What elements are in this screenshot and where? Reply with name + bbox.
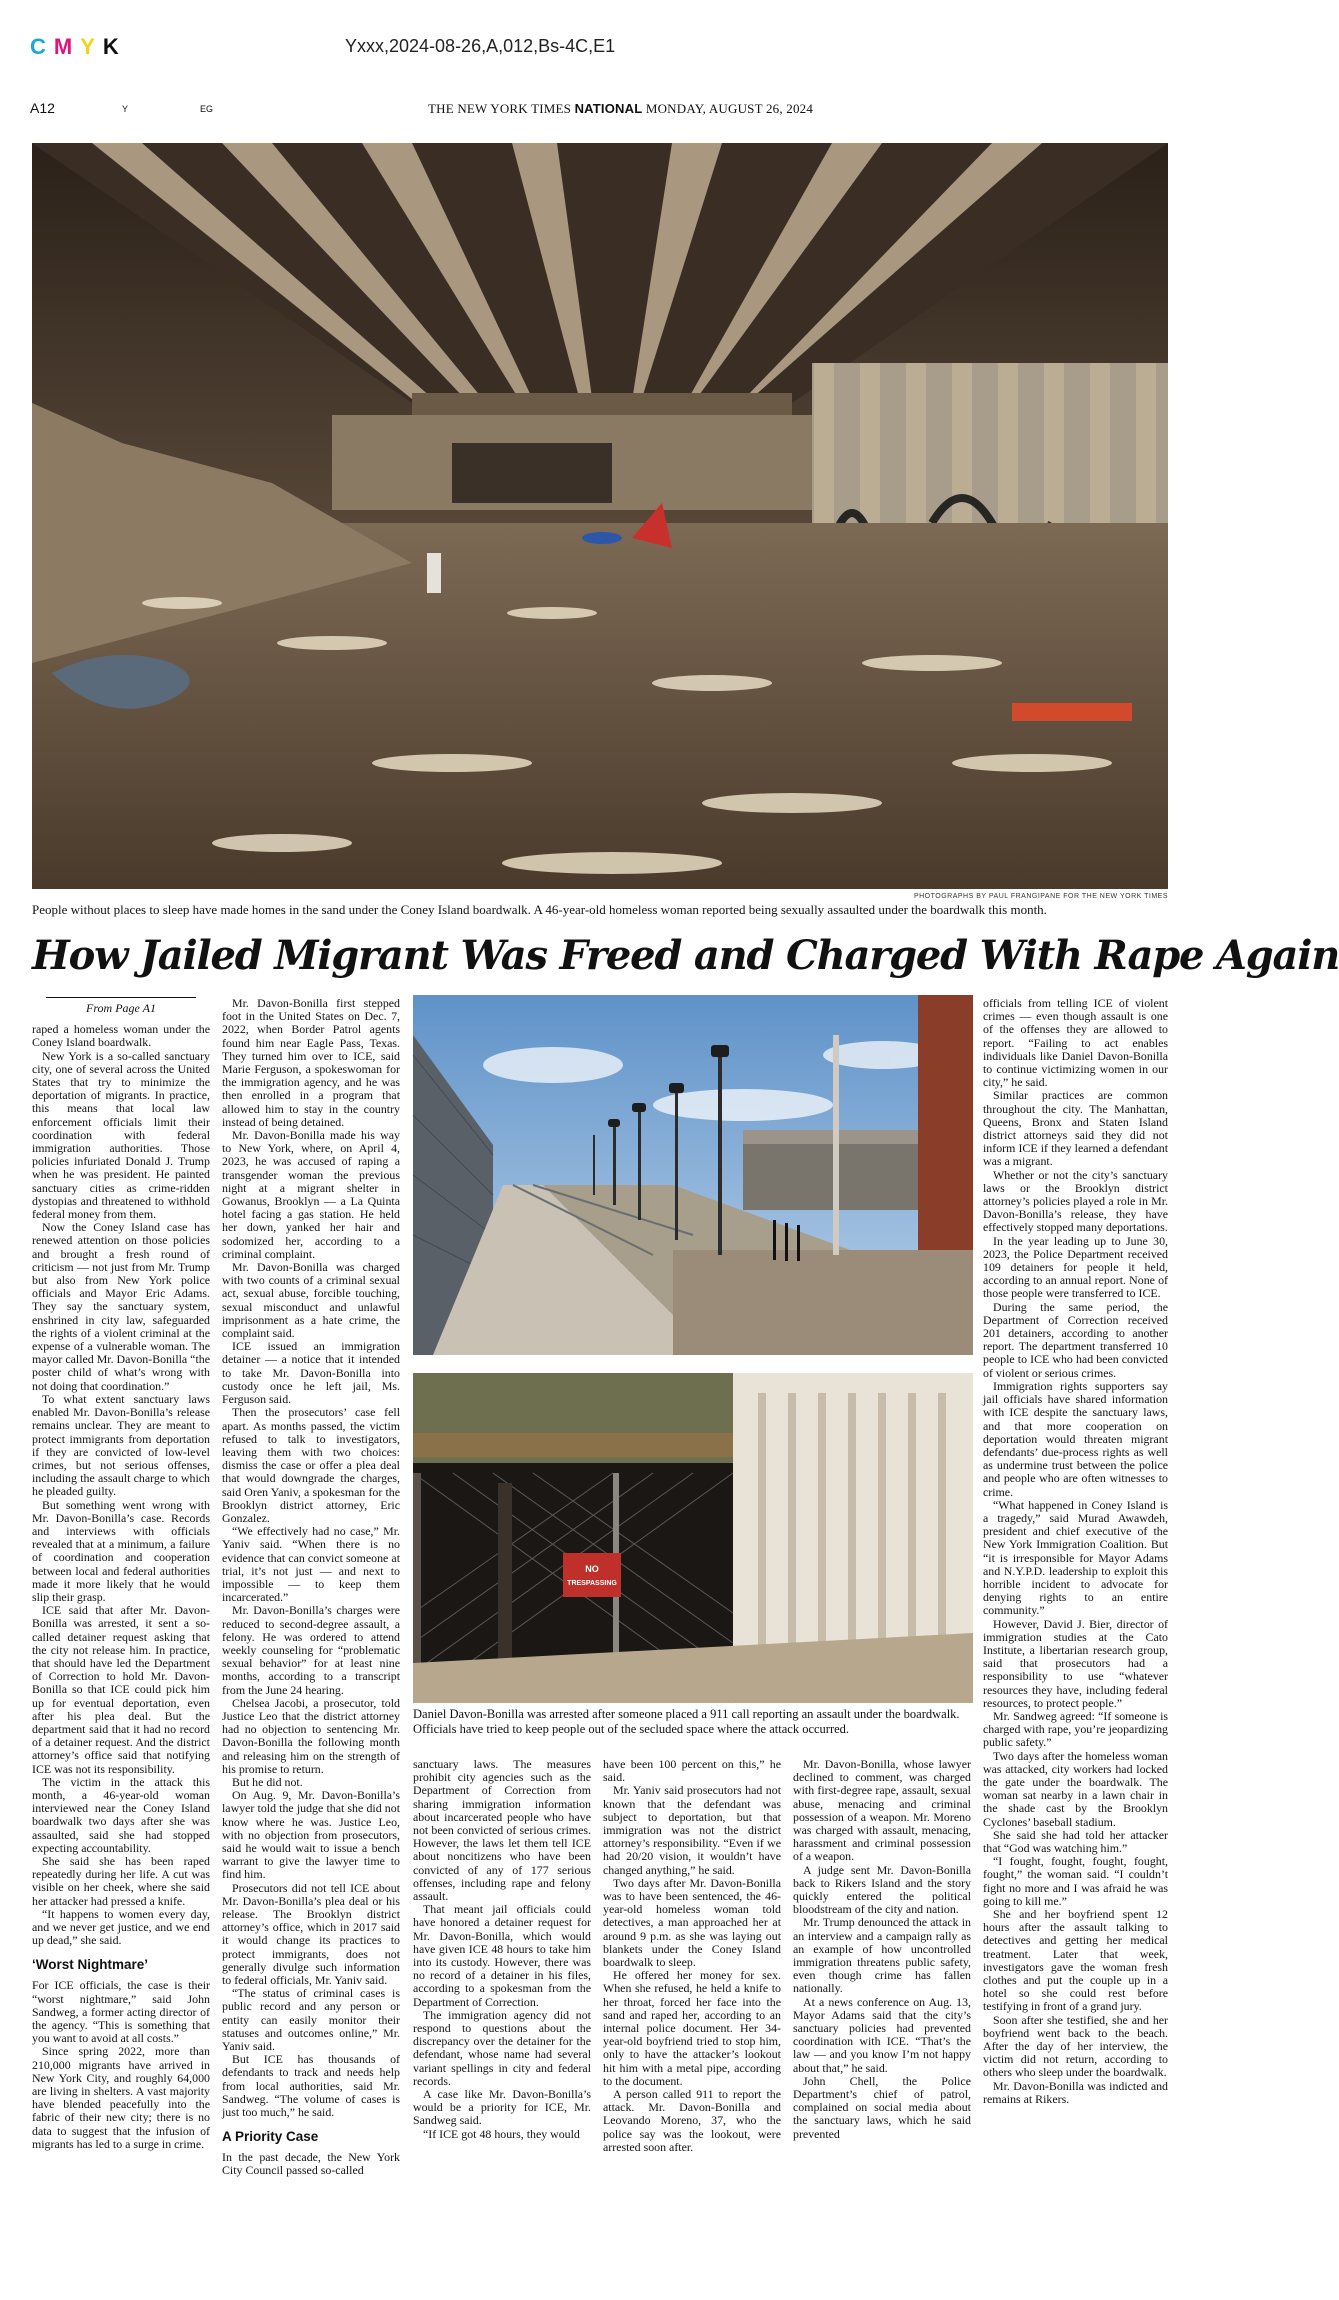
paragraph: Then the prosecutors’ case fell apart. As months passed, the victim refused to talk to investigators, leaving them with two choices: dismiss the case or offer a plea deal that would downgrade the charges, said Oren Yaniv, a spokesman for the Brooklyn district attorney, Eric Gonzalez. (222, 1405, 400, 1525)
paragraph: But he did not. (232, 1774, 303, 1789)
paragraph: For ICE officials, the case is their “worst nightmare,” said John Sandweg, a former acting director of the agency. “This is something that you want to avoid at all costs.” (32, 1978, 210, 2046)
paragraph: ICE said that after Mr. Davon-Bonilla was arrested, it sent a so-called detainer request asking that the city not release him. In practice, that should have led the Department of Correction to hold Mr. Davon-Bonilla so that ICE could pick him up for eventual deportation, even after his plea deal. But the department said that it had no record of a detainer request. And the district attorney’s office said that notifying ICE was not its responsibility. (32, 1603, 210, 1776)
paragraph: Mr. Davon-Bonilla’s charges were reduced to second-degree assault, a felony. He was ordered to attend weekly counseling for “problematic sexual behavior” for at least nine months, according to a transcript from the June 24 hearing. (222, 1603, 400, 1697)
paragraph: “What happened in Coney Island is a tragedy,” said Murad Awawdeh, president and chief executive of the New York Immigration Coalition. But “it is irresponsible for Mayor Adams and N.Y.P.D. leadership to exploit this horrible incident to advocate for denying rights to an entire community.” (983, 1497, 1168, 1618)
paragraph: “If ICE got 48 hours, they would (423, 2126, 580, 2141)
article-column-3 (413, 1758, 591, 2141)
paragraph: Mr. Davon-Bonilla first stepped foot in the United States on Dec. 7, 2022, when Border Patrol agents found him near Eagle Pass, Texas. They turned him over to ICE, said Marie Ferguson, a spokeswoman for the immigration agency, and he was then enrolled in a program that allowed him to stay in the country instead of being detained. (222, 996, 400, 1129)
print-slug (30, 28, 1170, 68)
paragraph: Since spring 2022, more than 210,000 migrants have arrived in New York City, and roughly 64,000 are living in shelters. A vast majority have blended peacefully into the fabric of their new city; there is no data to suggest that the infusion of migrants has led to a surge in crime. (32, 2044, 210, 2151)
folio-masthead (428, 101, 813, 117)
paragraph: Similar practices are common throughout the city. The Manhattan, Queens, Bronx and Staten Island district attorneys said they did not inform ICE if they learned a defendant was a migrant. (983, 1088, 1168, 1169)
article-column-4 (603, 1758, 781, 2154)
paragraph: Whether or not the city’s sanctuary laws or the Brooklyn district attorney’s policies played a role in Mr. Davon-Bonilla’s release, they have effectively stopped many deportations. (983, 1167, 1168, 1235)
paragraph: Two days after the homeless woman was attacked, city workers had locked the gate under the boardwalk. The woman sat nearby in a lawn chair in the shade cast by the Brooklyn Cyclones’ baseball stadium. (983, 1748, 1168, 1829)
article-column-2 (222, 997, 400, 2178)
photo-boardwalk-ramp-illustration (413, 995, 973, 1355)
paragraph: Mr. Yaniv said prosecutors had not known that the defendant was subject to deportation, but that immigration was not the district attorney’s responsibility. “Even if we had 20/20 vision, it wouldn’t have changed anything,” he said. (603, 1783, 781, 1877)
paragraph: Chelsea Jacobi, a prosecutor, told Justice Leo that the district attorney had no objection to sentencing Mr. Davon-Bonilla the following month and releasing him on the strength of his promise to return. (222, 1695, 400, 1776)
paragraph: Mr. Trump denounced the attack in an interview and a campaign rally as an example of how uncontrolled immigration threatens public safety, even though crime has fallen nationally. (793, 1915, 971, 1996)
paragraph: sanctuary laws. The measures prohibit city agencies such as the Department of Correction from sharing immigration information about incarcerated people who have not been convicted of serious crimes. However, the laws let them tell ICE about noncitizens who have been convicted of any of 177 serious offenses, including rape and felony assault. (413, 1757, 591, 1904)
paragraph: Mr. Davon-Bonilla made his way to New York, where, on April 4, 2023, he was accused of raping a transgender woman the previous night at a migrant shelter in Gowanus, Brooklyn — a La Quinta hotel facing a gas station. He held her down, yanked her hair and sodomized her, according to a criminal complaint. (222, 1128, 400, 1261)
paragraph: Mr. Davon-Bonilla was charged with two counts of a criminal sexual act, sexual abuse, forcible touching, sexual misconduct and unlawful imprisonment as a hate crime, the complaint said. (222, 1260, 400, 1341)
paragraph: Prosecutors did not tell ICE about Mr. Davon-Bonilla’s plea deal or his release. The Brooklyn district attorney’s office, which in 2017 said it would change its practices to protect immigrants, does not generally divulge such information to federal officials, Mr. Yaniv said. (222, 1880, 400, 1988)
paragraph: She and her boyfriend spent 12 hours after the assault talking to detectives and getting her medical treatment. Later that week, investigators gave the woman fresh clothes and put the couple up in a hotel so she could rest before testifying in front of a grand jury. (983, 1907, 1168, 2014)
paragraph: Immigration rights supporters say jail officials have shared information with ICE despite the sanctuary laws, and that more cooperation on deportation would threaten migrant defendants’ due-process rights as well as undermine trust between the police and people who are often witnesses to crime. (983, 1378, 1168, 1499)
paragraph: That meant jail officials could have honored a detainer request for Mr. Davon-Bonilla, which would have given ICE 48 hours to take him into its custody. However, there was no record of a detainer in his files, according to a spokesman from the Department of Correction. (413, 1902, 591, 2009)
paragraph: She said she had told her attacker that “God was watching him.” (983, 1827, 1168, 1855)
hero-photo-illustration (32, 143, 1168, 889)
subhead-priority-case: A Priority Case (222, 2129, 319, 2145)
issue-date: MONDAY, AUGUST 26, 2024 (645, 101, 814, 116)
photo-credit: PHOTOGRAPHS BY PAUL FRANGIPANE FOR THE NEW YORK TIMES (913, 893, 1168, 900)
paragraph: ICE issued an immigration detainer — a notice that it intended to take Mr. Davon-Bonilla into custody once he left jail, Ms. Ferguson said. (222, 1339, 400, 1407)
paragraph: But ICE has thousands of defendants to track and needs help from local authorities, said Mr. Sandweg. “The volume of cases is just too much,” he said. (222, 2052, 400, 2120)
paragraph: On Aug. 9, Mr. Davon-Bonilla’s lawyer told the judge that she did not know where he was. Justice Leo, with no objection from prosecutors, said he would wait to issue a bench warrant to give the lawyer time to find him. (222, 1788, 400, 1882)
paragraph: Now the Coney Island case has renewed attention on those policies and brought a fresh round of criticism — not just from Mr. Trump but also from New York police officials and Mayor Eric Adams. They say the sanctuary system, enshrined in city law, safeguarded the rights of a violent criminal at the expense of a vulnerable woman. The mayor called Mr. Davon-Bonilla “the poster child of what’s wrong with not doing that coordination.” (32, 1220, 210, 1393)
article-column-6 (983, 997, 1168, 2106)
photo-caption-2: Daniel Davon-Bonilla was arrested after someone placed a 911 call reporting an assault under the boardwalk. Officials have tried to keep people out of the secluded space where the attack occurred. (413, 1707, 960, 1736)
paragraph: During the same period, the Department of Correction received 201 detainers, according to another report. The department transferred 10 people to ICE who had been convicted of violent or serious crimes. (983, 1299, 1168, 1380)
photo-locked-gate-illustration (413, 1373, 973, 1703)
paragraph: But something went wrong with Mr. Davon-Bonilla’s case. Records and interviews with officials revealed that at a minimum, a failure of coordination and cooperation between local and federal authorities made it more likely that he would slip their grasp. (32, 1497, 210, 1604)
headline: How Jailed Migrant Was Freed and Charged With Rape Again (32, 932, 1339, 979)
paragraph: In the past decade, the New York City Council passed so-called (222, 2150, 400, 2178)
cmyk-registration-mark (30, 34, 127, 60)
paragraph: Mr. Sandweg agreed: “If someone is charged with rape, you’re jeopardizing public safety.” (983, 1708, 1168, 1750)
paragraph: A case like Mr. Davon-Bonilla’s would be a priority for ICE, Mr. Sandweg said. (413, 2087, 591, 2128)
paragraph: “The status of criminal cases is public record and any person or entity can easily monitor their statuses and outcomes online,” Mr. Yaniv said. (222, 1986, 400, 2054)
paragraph: “I fought, fought, fought, fought, fought,” the woman said. “I couldn’t fight no more and I was afraid he was going to kill me.” (983, 1854, 1168, 1908)
paragraph: A judge sent Mr. Davon-Bonilla back to Rikers Island and the story quickly entered the political bloodstream of the city and nation. (793, 1862, 971, 1917)
paragraph: Soon after she testified, she and her boyfriend went back to the beach. After the day of her interview, the victim did not return, according to others who sleep under the boardwalk. (983, 2012, 1168, 2080)
paragraph: She said she has been raped repeatedly during her life. A cut was visible on her cheek, where she said her attacker had pressed a knife. (32, 1854, 210, 1908)
paragraph: The victim in the attack this month, a 46-year-old woman interviewed near the Coney Island boardwalk two days after she was assaulted, said she had stopped expecting accountability. (32, 1774, 210, 1855)
paragraph: raped a homeless woman under the Coney Island boardwalk. (32, 1022, 210, 1050)
cmyk-c: C (30, 34, 54, 59)
paragraph: have been 100 percent on this,” he said. (603, 1757, 781, 1785)
article-column-1 (32, 997, 210, 2151)
paragraph: However, David J. Bier, director of immigration studies at the Cato Institute, a libertarian research group, said that prosecutors had a responsibility to use “whatever resources they have, including federal resources, to protect people.” (983, 1616, 1168, 1710)
paragraph: Mr. Davon-Bonilla was indicted and remains at Rikers. (983, 2078, 1168, 2106)
paragraph: “It happens to women every day, and we never get justice, and we end up dead,” she said. (32, 1906, 210, 1948)
section-name: NATIONAL (574, 101, 643, 116)
subhead-worst-nightmare: ‘Worst Nightmare’ (32, 1957, 149, 1973)
paragraph: He offered her money for sex. When she refused, he held a knife to her throat, forced her face into the sand and raped her, according to an internal police document. Her 34-year-old boyfriend tried to stop him, only to have the attacker’s lookout hit him with a metal pipe, according to the document. (603, 1968, 781, 2088)
slug-code: Yxxx,2024-08-26,A,012,Bs-4C,E1 (345, 36, 616, 56)
hero-caption: People without places to sleep have made homes in the sand under the Coney Island boardwalk. A 46-year-old homeless woman reported being sexually assaulted under the boardwalk this month. (32, 902, 1047, 917)
paragraph: In the year leading up to June 30, 2023, the Police Department received 109 detainers for people it held, according to an annual report. None of those people were transferred to ICE. (983, 1233, 1168, 1301)
page-number: A12 (30, 100, 55, 116)
paragraph: John Chell, the Police Department’s chief of patrol, complained on social media about the sanctuary laws, which he said prevented (793, 2073, 971, 2141)
paragraph: At a news conference on Aug. 13, Mayor Adams said that the city’s sanctuary policies had prevented coordination with ICE. “That’s the law — and you know I’m not happy about that,” he said. (793, 1994, 971, 2075)
paragraph: “We effectively had no case,” Mr. Yaniv said. “When there is no evidence that can convict someone at trial, it’s not just — and next to impossible — to keep them incarcerated.” (222, 1524, 400, 1605)
paragraph: New York is a so-called sanctuary city, one of several across the United States that try to minimize the deportation of migrants. In practice, this means that local law enforcement officials limit their coordination with federal immigration authorities. Those policies infuriated Donald J. Trump when he was president. He painted sanctuary cities as crime-ridden dystopias and threatened to withhold federal money from them. (32, 1048, 210, 1222)
paragraph: officials from telling ICE of violent crimes — even though assault is one of the offenses they are allowed to report. “Failing to act enables individuals like Daniel Davon-Bonilla to continue victimizing women in our city,” he said. (983, 996, 1168, 1090)
edition-code-1: Y (122, 104, 129, 114)
paragraph: To what extent sanctuary laws enabled Mr. Davon-Bonilla’s release remains unclear. They are meant to protect immigrants from deportation if they are convicted of low-level crimes, but not serious offenses, including the assault charge to which he pleaded guilty. (32, 1391, 210, 1499)
no-trespassing-sign: NO (585, 1564, 599, 1574)
cmyk-k: K (102, 34, 127, 59)
no-trespassing-sign-2: TRESPASSING (567, 1580, 617, 1587)
paper-name: THE NEW YORK TIMES (428, 101, 572, 116)
hero-photo-boardwalk-underside (32, 143, 1168, 889)
paragraph: The immigration agency did not respond to questions about the discrepancy over the detainer for the defendant, whose name had several variant spellings in city and federal records. (413, 2007, 591, 2088)
cmyk-y: Y (80, 34, 103, 59)
jump-line: From Page A1 (46, 997, 196, 1015)
paragraph: Two days after Mr. Davon-Bonilla was to have been sentenced, the 46-year-old homeless woman told detectives, a man approached her at around 9 p.m. as she was laying out blankets under the Coney Island boardwalk to sleep. (603, 1875, 781, 1970)
edition-code-2: EG (200, 104, 214, 114)
paragraph: A person called 911 to report the attack. Mr. Davon-Bonilla and Leovando Moreno, 37, who the police say was the lookout, were arrested soon after. (603, 2087, 781, 2154)
cmyk-m: M (53, 34, 81, 59)
folio (30, 100, 1170, 120)
photo-boardwalk-ramp (413, 995, 973, 1355)
photo-locked-gate (413, 1373, 973, 1703)
article-column-5 (793, 1758, 971, 2141)
paragraph: Mr. Davon-Bonilla, whose lawyer declined to comment, was charged with first-degree rape, assault, sexual abuse, menacing and criminal possession of a weapon. Mr. Moreno was charged with assault, menacing, harassment and criminal possession of a weapon. (793, 1757, 971, 1864)
